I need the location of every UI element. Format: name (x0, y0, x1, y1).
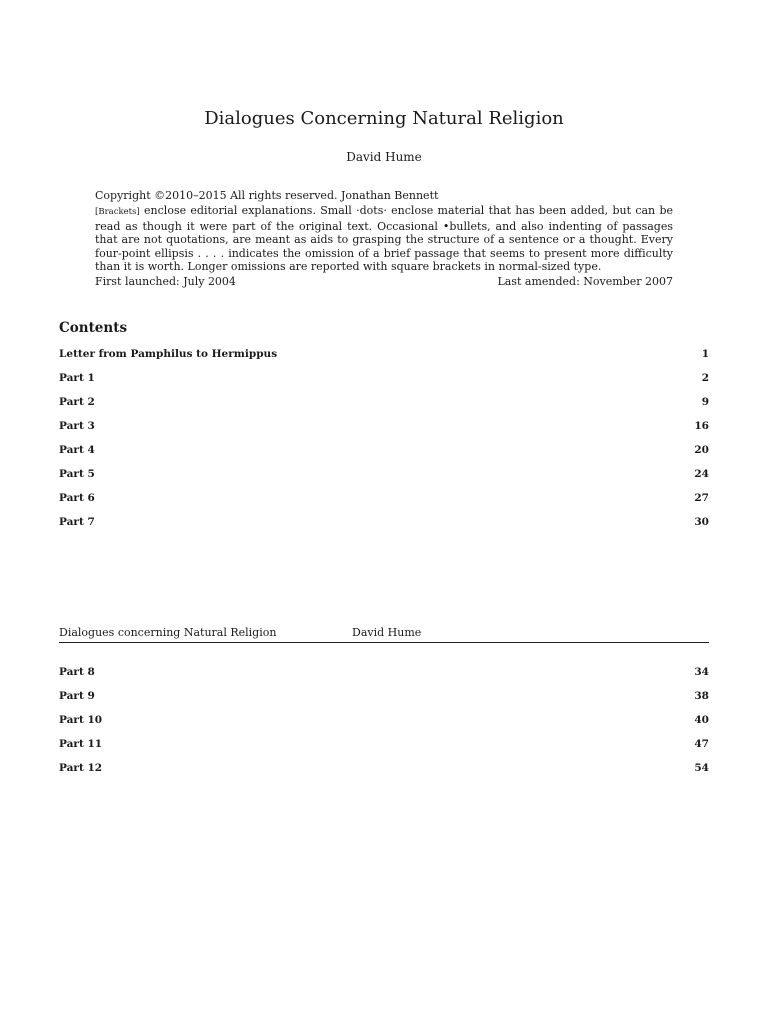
toc-entry[interactable] (59, 390, 709, 414)
running-header-author: David Hume (352, 626, 422, 639)
toc-entry-label: Part 4 (59, 444, 95, 456)
toc-list-page1 (59, 342, 709, 534)
toc-entry-label: Part 5 (59, 468, 95, 480)
toc-entry-label: Part 2 (59, 396, 95, 408)
toc-entry-page: 54 (694, 762, 709, 774)
toc-entry-page: 47 (694, 738, 709, 750)
toc-entry-label: Part 9 (59, 690, 95, 702)
running-header (59, 626, 709, 643)
toc-entry-page: 30 (694, 516, 709, 528)
toc-entry[interactable] (59, 708, 709, 732)
toc-entry-page: 34 (694, 666, 709, 678)
toc-entry-page: 16 (694, 420, 709, 432)
toc-entry[interactable] (59, 366, 709, 390)
toc-entry-label: Part 8 (59, 666, 95, 678)
toc-entry[interactable] (59, 756, 709, 780)
toc-entry-page: 20 (694, 444, 709, 456)
copyright-line: Copyright ©2010–2015 All rights reserved. Jonathan Bennett (95, 189, 439, 202)
running-header-title: Dialogues concerning Natural Religion (59, 626, 277, 639)
toc-entry-label: Part 10 (59, 714, 103, 726)
toc-entry-label: Part 3 (59, 420, 95, 432)
last-amended: Last amended: November 2007 (497, 275, 673, 289)
date-line (95, 275, 673, 288)
toc-entry-page: 1 (701, 348, 709, 360)
toc-entry[interactable] (59, 462, 709, 486)
editorial-note (95, 204, 673, 273)
toc-entry-page: 2 (701, 372, 709, 384)
toc-entry-label: Part 6 (59, 492, 95, 504)
toc-entry-label: Part 11 (59, 738, 103, 750)
toc-entry-page: 24 (694, 468, 709, 480)
brackets-label: [Brackets] (95, 207, 140, 218)
toc-entry[interactable] (59, 660, 709, 684)
toc-entry[interactable] (59, 510, 709, 534)
toc-entry-label: Part 12 (59, 762, 103, 774)
toc-entry-page: 40 (694, 714, 709, 726)
toc-entry-page: 27 (694, 492, 709, 504)
document-title: Dialogues Concerning Natural Religion (204, 108, 564, 129)
toc-entry[interactable] (59, 486, 709, 510)
toc-entry[interactable] (59, 732, 709, 756)
editorial-explanation: enclose editorial explanations. Small ·dots· enclose material that has been added, but can be read as though it were part of the original text. Occasional •bullets, and also indenting of passages that are not quotations, are meant as aids to grasping the structure of a sentence or a thought. Every four-point ellipsis . . . . indicates the omission of a brief passage that seems to present more difficulty than it is worth. Longer omissions are reported with square brackets in normal-sized type. (95, 204, 673, 274)
front-matter (95, 189, 673, 289)
toc-list-page2 (59, 660, 709, 780)
toc-entry[interactable] (59, 684, 709, 708)
document-author: David Hume (346, 150, 422, 164)
toc-entry[interactable] (59, 438, 709, 462)
toc-entry-page: 38 (694, 690, 709, 702)
contents-heading: Contents (59, 320, 128, 336)
toc-entry-label: Part 1 (59, 372, 95, 384)
toc-entry[interactable] (59, 414, 709, 438)
toc-entry[interactable] (59, 342, 709, 366)
toc-entry-label: Letter from Pamphilus to Hermippus (59, 348, 278, 360)
toc-entry-label: Part 7 (59, 516, 95, 528)
first-launched: First launched: July 2004 (95, 275, 236, 289)
toc-entry-page: 9 (701, 396, 709, 408)
